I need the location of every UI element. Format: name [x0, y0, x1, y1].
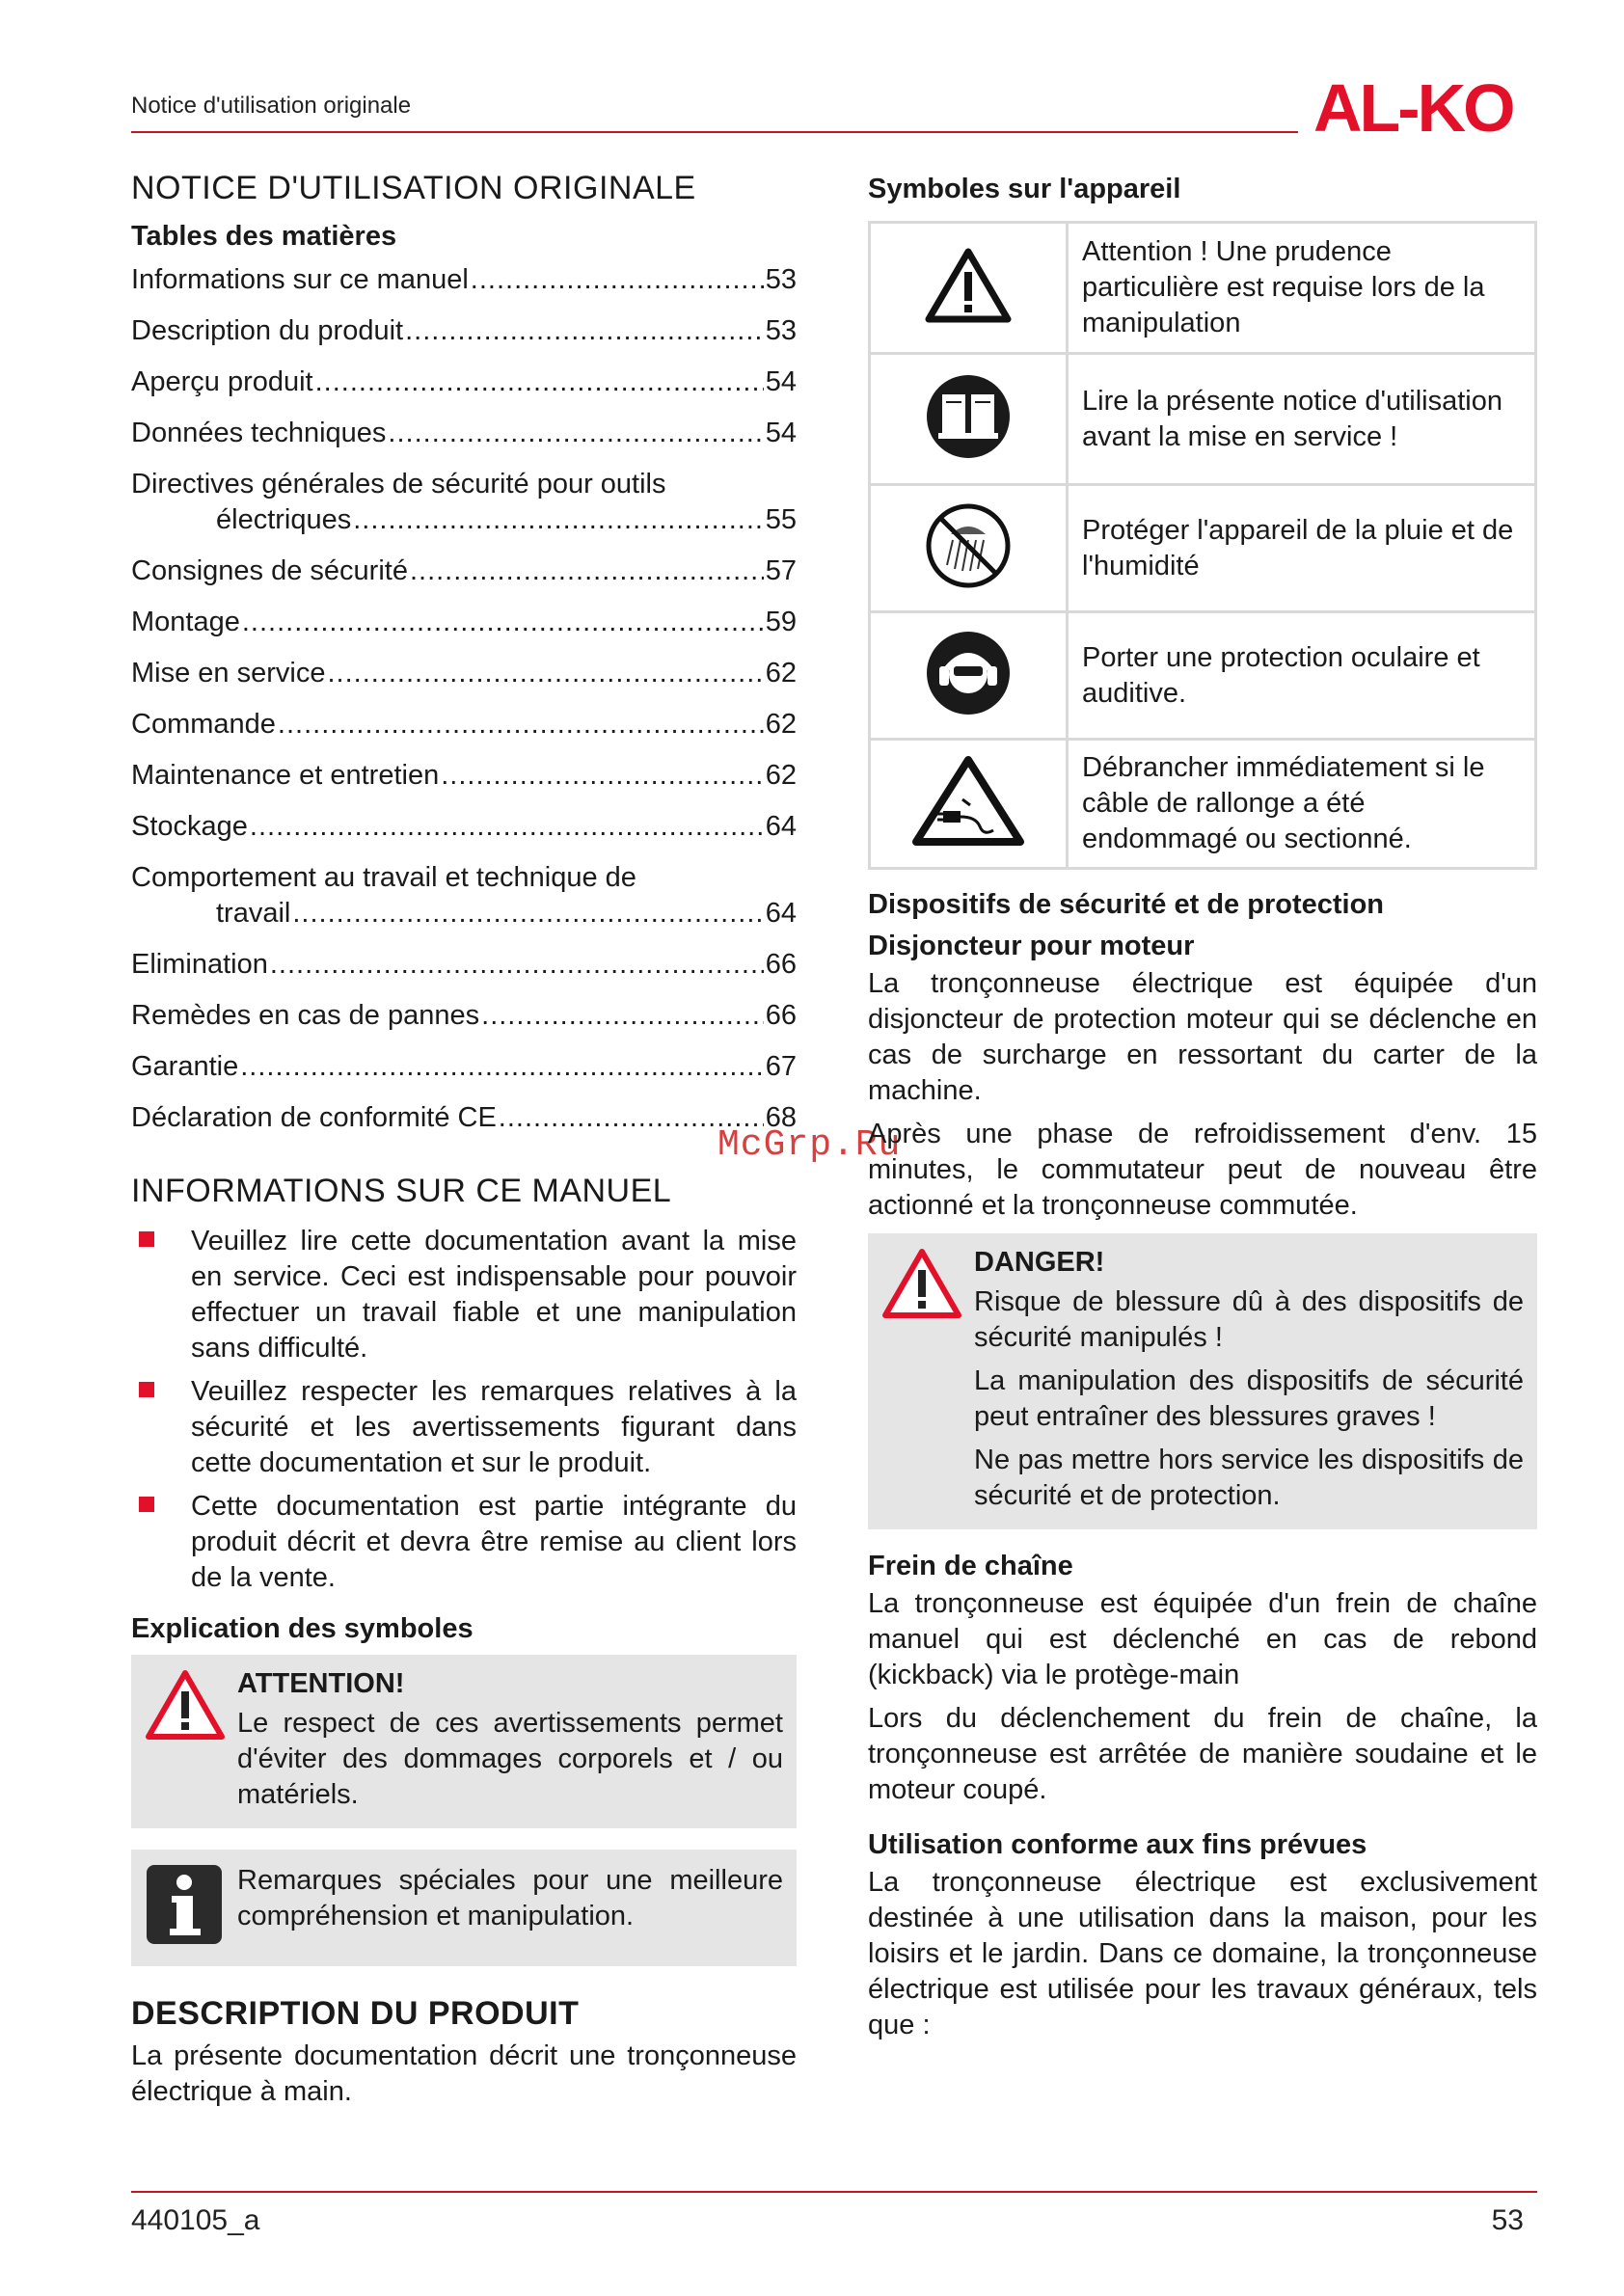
toc-entry[interactable]: Données techniques ..... 54: [131, 416, 797, 451]
brake-paragraph-2: Lors du déclenchement du frein de chaîne, la tronçonneuse est arrêtée de manière soudaine et le moteur coupé.: [868, 1703, 1537, 1805]
intended-use-title: Utilisation conforme aux fins prévues: [868, 1829, 1367, 1860]
header-divider: [131, 131, 1298, 133]
danger-title: DANGER!: [974, 1247, 1105, 1278]
toc-entry[interactable]: Aperçu produit ..... 54: [131, 365, 797, 400]
symbol-description: Protéger l'appareil de la pluie et de l'humidité: [1068, 485, 1536, 612]
symbols-explanation-title: Explication des symboles: [131, 1613, 474, 1644]
danger-text-2: La manipulation des dispositifs de sécurité peut entraîner des blessures graves !: [974, 1365, 1524, 1432]
safety-devices-title: Dispositifs de sécurité et de protection: [868, 889, 1384, 920]
info-bullets: [131, 1224, 797, 1596]
table-row: [870, 740, 1536, 869]
toc-entry[interactable]: Stockage ..... 64: [131, 809, 797, 845]
toc-entry[interactable]: Garantie ..... 67: [131, 1049, 797, 1085]
description-text: La présente documentation décrit une tronçonneuse électrique à main.: [131, 2040, 797, 2107]
warning-triangle-icon: [925, 247, 1012, 324]
attention-text: Le respect de ces avertissements permet d'éviter des dommages corporels et / ou matériels.: [237, 1708, 783, 1810]
unplug-cable-warning-icon: [912, 755, 1024, 848]
main-title: NOTICE D'UTILISATION ORIGINALE: [131, 170, 696, 206]
bullet-square-icon: [139, 1231, 154, 1247]
table-row: [870, 612, 1536, 740]
bullet-item: Veuillez lire cette documentation avant la mise en service. Ceci est indispensable pour pouvoir effectuer un travail fiable et une manipulation sans difficulté.: [131, 1224, 797, 1366]
info-icon: [145, 1863, 224, 1946]
toc-entry[interactable]: Déclaration de conformité CE ..... 68: [131, 1100, 797, 1136]
table-row: [870, 485, 1536, 612]
symbol-description: Attention ! Une prudence particulière est requise lors de la manipulation: [1068, 223, 1536, 354]
right-column: [868, 170, 1537, 2051]
table-row: [870, 223, 1536, 354]
info-section-title: INFORMATIONS SUR CE MANUEL: [131, 1173, 672, 1209]
toc-entry[interactable]: Description du produit ..... 53: [131, 313, 797, 349]
symbols-table: [868, 221, 1537, 870]
running-header: Notice d'utilisation originale: [131, 93, 412, 119]
bullet-item: Veuillez respecter les remarques relatives à la sécurité et les avertissements figurant dans cette documentation et sur le produit.: [131, 1374, 797, 1481]
description-section-title: DESCRIPTION DU PRODUIT: [131, 1995, 580, 2032]
toc-entry[interactable]: Mise en service ..... 62: [131, 656, 797, 691]
table-of-contents: [131, 262, 797, 1136]
brake-paragraph-1: La tronçonneuse est équipée d'un frein de chaîne manuel qui est déclenché en cas de rebond (kickback) via le protège-main: [868, 1588, 1537, 1690]
toc-entry[interactable]: Consignes de sécurité ..... 57: [131, 554, 797, 589]
toc-entry[interactable]: Informations sur ce manuel ..... 53: [131, 262, 797, 298]
svg-text:AL-KO: AL-KO: [1313, 70, 1513, 146]
device-symbols-title: Symboles sur l'appareil: [868, 174, 1181, 204]
breaker-paragraph-1: La tronçonneuse électrique est équipée d'un disjoncteur de protection moteur qui se déclenche en cas de surcharge en ressortant du carter de la machine.: [868, 968, 1537, 1106]
bullet-square-icon: [139, 1497, 154, 1512]
document-id: 440105_a: [131, 2204, 260, 2236]
toc-entry[interactable]: Elimination ..... 66: [131, 947, 797, 983]
toc-entry[interactable]: Maintenance et entretien ..... 62: [131, 758, 797, 794]
symbol-description: Lire la présente notice d'utilisation avant la mise en service !: [1068, 354, 1536, 485]
info-note-text: Remarques spéciales pour une meilleure compréhension et manipulation.: [237, 1865, 783, 1931]
page-number: 53: [1491, 2204, 1524, 2236]
attention-title: ATTENTION!: [237, 1668, 405, 1699]
info-note: [131, 1850, 797, 1966]
toc-entry[interactable]: Remèdes en cas de pannes ..... 66: [131, 998, 797, 1034]
symbol-description: Porter une protection oculaire et auditive.: [1068, 612, 1536, 740]
attention-note: [131, 1655, 797, 1828]
toc-entry[interactable]: Comportement au travail et technique de travail ..... 64: [131, 860, 797, 932]
symbol-description: Débrancher immédiatement si le câble de rallonge a été endommagé ou sectionné.: [1068, 740, 1536, 869]
chain-brake-title: Frein de chaîne: [868, 1551, 1073, 1581]
intended-use-paragraph: La tronçonneuse électrique est exclusivement destinée à une utilisation dans la maison, pour les loisirs et le jardin. Dans ce domaine, la tronçonneuse électrique est utilisée pour les travaux généraux, tels que :: [868, 1867, 1537, 2040]
breaker-paragraph-2: Après une phase de refroidissement d'env. 15 minutes, le commutateur peut de nouveau être actionné et la tronçonneuse commutée.: [868, 1119, 1537, 1221]
toc-entry[interactable]: Montage ..... 59: [131, 605, 797, 640]
footer-divider: [131, 2191, 1537, 2193]
left-column: [131, 170, 797, 2118]
watermark: McGrp.Ru: [717, 1124, 902, 1166]
toc-entry[interactable]: Directives générales de sécurité pour outils électriques ..... 55: [131, 467, 797, 538]
alko-logo: [1313, 69, 1537, 147]
toc-entry[interactable]: Commande ..... 62: [131, 707, 797, 743]
read-manual-icon: [925, 373, 1012, 460]
danger-text-3: Ne pas mettre hors service les dispositifs de sécurité et de protection.: [974, 1445, 1524, 1511]
warning-triangle-icon: [881, 1247, 962, 1320]
no-rain-icon: [924, 501, 1013, 590]
danger-note: [868, 1233, 1537, 1529]
eye-ear-protection-icon: [925, 630, 1012, 716]
danger-text-1: Risque de blessure dû à des dispositifs de sécurité manipulés !: [974, 1286, 1524, 1353]
bullet-item: Cette documentation est partie intégrante du produit décrit et devra être remise au client lors de la vente.: [131, 1489, 797, 1596]
warning-triangle-icon: [145, 1668, 226, 1742]
table-row: [870, 354, 1536, 485]
motor-breaker-title: Disjoncteur pour moteur: [868, 931, 1195, 961]
toc-title: Tables des matières: [131, 221, 397, 252]
bullet-square-icon: [139, 1382, 154, 1397]
